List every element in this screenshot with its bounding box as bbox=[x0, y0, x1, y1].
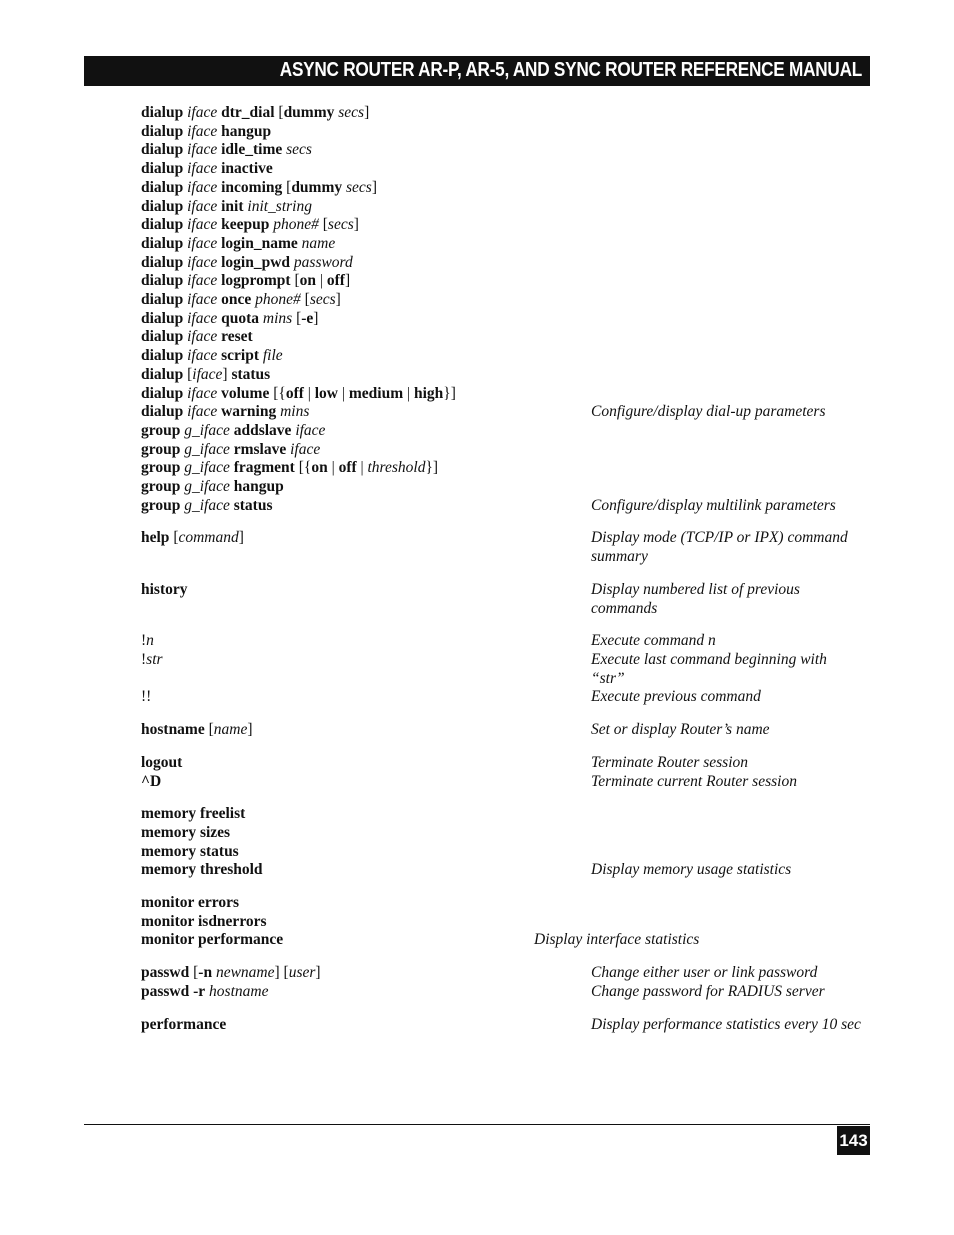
command-row bbox=[141, 272, 861, 291]
command-argument: secs bbox=[338, 104, 365, 121]
command-keyword: -n bbox=[198, 964, 213, 982]
command-row bbox=[141, 347, 861, 366]
command-argument: user bbox=[288, 964, 316, 982]
command-keyword: dialup bbox=[141, 365, 184, 383]
command-row bbox=[141, 773, 861, 792]
command-row bbox=[141, 104, 861, 123]
command-syntax bbox=[141, 328, 591, 347]
command-argument: iface bbox=[187, 197, 218, 215]
command-syntax bbox=[141, 291, 591, 310]
command-keyword: dialup bbox=[141, 160, 184, 178]
command-keyword: off bbox=[285, 384, 304, 402]
command-keyword: performance bbox=[141, 1015, 227, 1033]
command-keyword: dialup bbox=[141, 328, 184, 346]
command-keyword: on bbox=[311, 459, 328, 477]
command-row bbox=[141, 1016, 861, 1035]
command-punctuation: ] bbox=[313, 309, 319, 327]
command-keyword: dialup bbox=[141, 347, 184, 365]
command-syntax bbox=[141, 198, 591, 217]
command-keyword: dialup bbox=[141, 122, 184, 140]
command-punctuation: [ bbox=[274, 104, 284, 121]
command-punctuation: [ bbox=[169, 529, 179, 547]
command-description: Change password for RADIUS server bbox=[591, 982, 825, 1000]
command-keyword: dtr_dial bbox=[221, 104, 275, 121]
command-argument: iface bbox=[187, 347, 218, 365]
command-argument: iface bbox=[187, 104, 218, 121]
command-row bbox=[141, 688, 861, 707]
command-punctuation: [{ bbox=[294, 459, 312, 477]
command-argument: hostname bbox=[209, 982, 269, 1000]
command-description: Configure/display dial-up parameters bbox=[591, 403, 826, 421]
command-punctuation: ] bbox=[335, 291, 341, 309]
command-syntax bbox=[141, 805, 591, 824]
command-syntax bbox=[141, 894, 591, 913]
command-punctuation: ] bbox=[238, 529, 244, 547]
command-syntax bbox=[141, 632, 591, 651]
command-row bbox=[141, 422, 861, 441]
command-argument: command bbox=[178, 529, 239, 547]
command-syntax bbox=[141, 651, 591, 670]
command-keyword: status bbox=[233, 496, 273, 514]
command-syntax bbox=[141, 913, 591, 932]
command-argument: iface bbox=[187, 272, 218, 290]
command-keyword: help bbox=[141, 529, 170, 547]
command-punctuation: [ bbox=[189, 964, 199, 982]
command-argument: mins bbox=[280, 403, 310, 421]
command-syntax bbox=[141, 347, 591, 366]
command-argument: n bbox=[146, 632, 154, 650]
command-keyword: dialup bbox=[141, 104, 184, 121]
page-number: 143 bbox=[837, 1126, 870, 1155]
command-keyword: off bbox=[338, 459, 357, 477]
command-keyword: monitor performance bbox=[141, 931, 284, 949]
command-punctuation: | bbox=[403, 384, 414, 402]
command-row bbox=[141, 160, 861, 179]
command-row bbox=[141, 310, 861, 329]
command-syntax bbox=[141, 141, 591, 160]
command-punctuation: ] bbox=[353, 216, 359, 234]
command-syntax bbox=[141, 964, 591, 983]
command-argument: phone# bbox=[255, 291, 301, 309]
page-title: ASYNC ROUTER AR-P, AR-5, AND SYNC ROUTER REFERENCE MANUAL bbox=[279, 59, 862, 81]
command-argument: iface bbox=[192, 365, 223, 383]
command-syntax bbox=[141, 366, 591, 385]
command-row bbox=[141, 198, 861, 217]
command-row bbox=[141, 366, 861, 385]
command-argument: iface bbox=[187, 309, 218, 327]
command-description: Display performance statistics every 10 sec bbox=[591, 1015, 861, 1033]
command-row bbox=[141, 805, 861, 824]
command-row bbox=[141, 843, 861, 862]
command-description: Display memory usage statistics bbox=[591, 861, 792, 879]
command-syntax bbox=[141, 843, 591, 862]
command-reference-list bbox=[141, 104, 861, 1034]
command-keyword: dummy bbox=[291, 178, 343, 196]
command-row bbox=[141, 216, 861, 235]
command-keyword: reset bbox=[221, 328, 253, 346]
command-keyword: dialup bbox=[141, 403, 184, 421]
command-argument: newname bbox=[215, 964, 275, 982]
command-punctuation: [ bbox=[292, 309, 302, 327]
command-argument: iface bbox=[290, 440, 321, 458]
command-argument: iface bbox=[187, 216, 218, 234]
command-row bbox=[141, 459, 861, 478]
command-syntax bbox=[141, 179, 591, 198]
command-row bbox=[141, 497, 861, 516]
command-row bbox=[141, 721, 861, 740]
command-punctuation: [ bbox=[290, 272, 300, 290]
command-punctuation: [ bbox=[282, 178, 292, 196]
command-syntax bbox=[141, 754, 591, 773]
command-keyword: dialup bbox=[141, 141, 184, 159]
command-row bbox=[141, 931, 861, 950]
command-syntax bbox=[141, 422, 591, 441]
command-description: Display interface statistics bbox=[534, 931, 700, 949]
command-keyword: status bbox=[231, 365, 271, 383]
command-keyword: incoming bbox=[221, 178, 283, 196]
command-row bbox=[141, 581, 861, 618]
command-syntax bbox=[141, 235, 591, 254]
command-argument: secs bbox=[286, 141, 312, 159]
command-keyword: dialup bbox=[141, 272, 184, 290]
command-keyword: history bbox=[141, 580, 188, 598]
command-row bbox=[141, 861, 861, 880]
command-argument: iface bbox=[187, 403, 218, 421]
command-punctuation: | bbox=[327, 459, 339, 477]
command-keyword: memory freelist bbox=[141, 805, 246, 823]
command-punctuation: [ bbox=[204, 721, 214, 739]
command-keyword: group bbox=[141, 421, 181, 439]
command-row bbox=[141, 529, 861, 566]
command-punctuation: [{ bbox=[269, 384, 286, 402]
command-argument: iface bbox=[187, 178, 218, 196]
command-argument: iface bbox=[295, 421, 326, 439]
command-argument: phone# bbox=[273, 216, 319, 234]
command-keyword: idle_time bbox=[221, 141, 283, 159]
command-keyword: login_pwd bbox=[221, 253, 291, 271]
command-description: Display numbered list of previous commands bbox=[591, 580, 800, 617]
command-row bbox=[141, 824, 861, 843]
command-argument: g_iface bbox=[184, 421, 230, 439]
command-row bbox=[141, 141, 861, 160]
command-argument: iface bbox=[187, 328, 218, 346]
command-row bbox=[141, 964, 861, 983]
command-keyword: login_name bbox=[221, 234, 298, 252]
command-syntax bbox=[141, 310, 591, 329]
command-argument: iface bbox=[187, 384, 218, 402]
command-punctuation: }] bbox=[443, 384, 456, 402]
command-punctuation: | bbox=[356, 459, 368, 477]
command-argument: secs bbox=[327, 216, 354, 234]
command-row bbox=[141, 441, 861, 460]
command-row bbox=[141, 235, 861, 254]
command-argument: mins bbox=[262, 309, 293, 327]
command-keyword: hangup bbox=[233, 478, 284, 496]
command-keyword: fragment bbox=[233, 459, 295, 477]
command-punctuation: ] bbox=[371, 178, 378, 196]
command-argument: iface bbox=[187, 160, 218, 178]
command-row bbox=[141, 632, 861, 651]
command-syntax bbox=[141, 581, 591, 600]
command-syntax bbox=[141, 478, 591, 497]
command-syntax bbox=[141, 861, 591, 880]
command-keyword: dialup bbox=[141, 234, 184, 252]
command-keyword: group bbox=[141, 440, 181, 458]
command-punctuation: ] bbox=[344, 272, 351, 290]
command-argument: threshold bbox=[367, 459, 426, 477]
command-syntax bbox=[141, 1016, 591, 1035]
header-bar bbox=[84, 56, 870, 86]
command-keyword: memory status bbox=[141, 842, 239, 860]
command-punctuation: [ bbox=[318, 216, 328, 234]
command-punctuation: ] bbox=[364, 104, 370, 121]
command-row bbox=[141, 328, 861, 347]
command-syntax bbox=[141, 773, 591, 792]
command-syntax bbox=[141, 385, 591, 404]
command-syntax bbox=[141, 216, 591, 235]
command-keyword: addslave bbox=[233, 421, 292, 439]
command-argument: g_iface bbox=[184, 496, 230, 514]
command-argument: g_iface bbox=[184, 459, 230, 477]
command-syntax bbox=[141, 497, 591, 516]
command-punctuation: ] [ bbox=[274, 964, 289, 982]
command-keyword: init bbox=[221, 197, 244, 215]
command-row bbox=[141, 291, 861, 310]
command-argument: secs bbox=[346, 178, 372, 196]
command-punctuation: !! bbox=[141, 688, 152, 706]
command-punctuation: [ bbox=[183, 365, 193, 383]
command-row bbox=[141, 254, 861, 273]
command-argument: file bbox=[262, 347, 283, 365]
command-keyword: dialup bbox=[141, 291, 184, 309]
command-keyword: dialup bbox=[141, 253, 184, 271]
command-syntax bbox=[141, 688, 591, 707]
command-row bbox=[141, 123, 861, 142]
command-row bbox=[141, 651, 861, 688]
command-keyword: logout bbox=[141, 753, 183, 771]
command-keyword: warning bbox=[221, 403, 277, 421]
command-punctuation: ! bbox=[141, 650, 147, 668]
command-keyword: -e bbox=[301, 309, 314, 327]
command-keyword: on bbox=[299, 272, 317, 290]
command-row bbox=[141, 478, 861, 497]
command-description: Display mode (TCP/IP or IPX) command summary bbox=[591, 529, 848, 566]
command-keyword: dialup bbox=[141, 216, 184, 234]
command-description: Execute last command beginning with “str” bbox=[591, 650, 827, 687]
command-syntax bbox=[141, 123, 591, 142]
command-punctuation: ] bbox=[222, 365, 232, 383]
command-keyword: memory threshold bbox=[141, 861, 263, 879]
command-description: Change either user or link password bbox=[591, 964, 818, 982]
command-punctuation: }] bbox=[425, 459, 439, 477]
command-argument: iface bbox=[187, 234, 218, 252]
command-row bbox=[141, 385, 861, 404]
command-syntax bbox=[141, 983, 591, 1002]
command-syntax bbox=[141, 931, 591, 950]
command-description: Configure/display multilink parameters bbox=[591, 496, 836, 514]
command-punctuation: ] bbox=[247, 721, 253, 739]
command-keyword: dialup bbox=[141, 309, 184, 327]
command-argument: str bbox=[146, 650, 163, 668]
command-argument: iface bbox=[187, 253, 218, 271]
command-punctuation: | bbox=[338, 384, 349, 402]
command-keyword: off bbox=[326, 272, 345, 290]
command-punctuation: [ bbox=[300, 291, 310, 309]
command-description: Terminate current Router session bbox=[591, 772, 797, 790]
command-syntax bbox=[141, 160, 591, 179]
command-argument: name bbox=[213, 721, 248, 739]
command-description: Set or display Router’s name bbox=[591, 721, 770, 739]
command-keyword: script bbox=[221, 347, 259, 365]
command-syntax bbox=[141, 104, 591, 123]
command-keyword: once bbox=[221, 291, 252, 309]
command-description: Execute previous command bbox=[591, 688, 761, 706]
command-punctuation: ] bbox=[315, 964, 321, 982]
command-keyword: monitor errors bbox=[141, 894, 239, 912]
command-keyword: keepup bbox=[221, 216, 270, 234]
command-row bbox=[141, 894, 861, 913]
command-keyword: hostname bbox=[141, 721, 205, 739]
command-keyword: low bbox=[314, 384, 338, 402]
command-keyword: memory sizes bbox=[141, 823, 231, 841]
command-keyword: passwd -r bbox=[141, 982, 206, 1000]
command-row bbox=[141, 983, 861, 1002]
command-description: Terminate Router session bbox=[591, 753, 749, 771]
command-syntax bbox=[141, 721, 591, 740]
command-row bbox=[141, 403, 861, 422]
command-keyword: group bbox=[141, 496, 181, 514]
command-syntax bbox=[141, 272, 591, 291]
command-keyword: dialup bbox=[141, 384, 184, 402]
command-argument: password bbox=[293, 253, 353, 271]
command-keyword: logprompt bbox=[221, 272, 291, 290]
command-keyword: ^D bbox=[141, 772, 162, 790]
command-keyword: inactive bbox=[221, 160, 273, 178]
command-argument: iface bbox=[187, 122, 218, 140]
command-keyword: rmslave bbox=[233, 440, 287, 458]
command-argument: secs bbox=[309, 291, 336, 309]
command-keyword: monitor isdnerrors bbox=[141, 912, 267, 930]
command-row bbox=[141, 179, 861, 198]
footer-divider bbox=[84, 1124, 870, 1125]
command-syntax bbox=[141, 403, 591, 422]
command-description: Execute command n bbox=[591, 632, 716, 650]
command-syntax bbox=[141, 254, 591, 273]
command-argument: name bbox=[301, 234, 336, 252]
command-argument: iface bbox=[187, 141, 218, 159]
command-keyword: volume bbox=[221, 384, 270, 402]
command-keyword: group bbox=[141, 478, 181, 496]
command-syntax bbox=[141, 529, 591, 548]
command-row bbox=[141, 754, 861, 773]
command-syntax bbox=[141, 441, 591, 460]
command-argument: init_string bbox=[247, 197, 312, 215]
command-row bbox=[141, 913, 861, 932]
command-keyword: dialup bbox=[141, 197, 184, 215]
command-keyword: group bbox=[141, 459, 181, 477]
command-syntax bbox=[141, 824, 591, 843]
command-keyword: quota bbox=[221, 309, 260, 327]
command-syntax bbox=[141, 459, 591, 478]
command-keyword: medium bbox=[348, 384, 404, 402]
command-keyword: dummy bbox=[283, 104, 335, 121]
command-punctuation: ! bbox=[141, 632, 147, 650]
command-keyword: high bbox=[413, 384, 444, 402]
command-punctuation: | bbox=[303, 384, 315, 402]
command-keyword: hangup bbox=[221, 122, 272, 140]
command-argument: iface bbox=[187, 291, 218, 309]
command-keyword: dialup bbox=[141, 178, 184, 196]
command-argument: g_iface bbox=[184, 440, 230, 458]
command-punctuation: | bbox=[316, 272, 327, 290]
command-argument: g_iface bbox=[184, 478, 230, 496]
command-keyword: passwd bbox=[141, 964, 190, 982]
